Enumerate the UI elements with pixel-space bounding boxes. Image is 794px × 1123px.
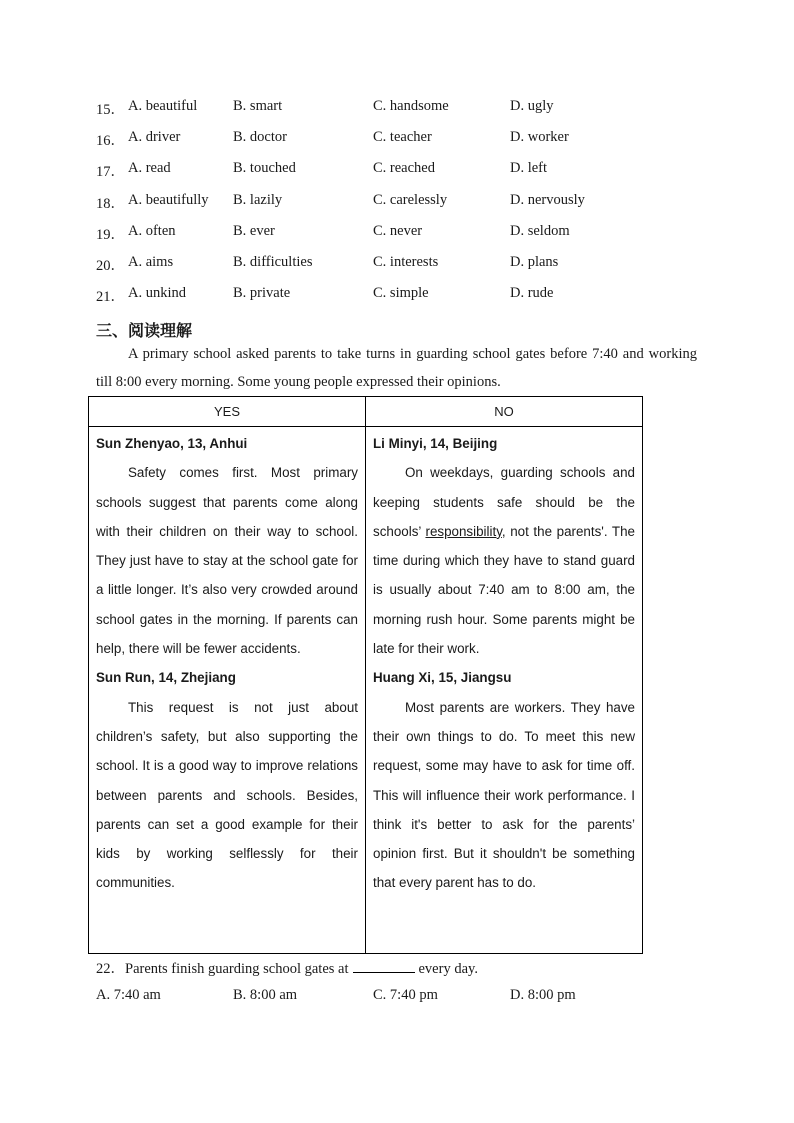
option-d[interactable]: D. seldom [510,223,570,239]
option-a[interactable]: A. aims [128,254,174,270]
option-c[interactable]: C. 7:40 pm [373,987,438,1003]
option-a[interactable]: A. unkind [128,285,186,301]
option-c[interactable]: C. handsome [373,98,449,114]
option-c[interactable]: C. carelessly [373,192,448,208]
question-number: 20． [96,258,125,274]
opinion-author: Huang Xi, 15, Jiangsu [373,670,512,686]
opinions-header-row [89,397,643,427]
option-a[interactable]: A. driver [128,129,181,145]
section-title: 三、阅读理解 [96,323,193,340]
answer-blank [353,958,415,973]
opinion-text: Safety comes first. Most primary schools suggest that parents come along with their children on their way to school. They just have to stay at the school gate for a little longer. It’s also very crowded around school gates in the morning. If parents can help, there will be fewer accidents. [96,465,358,657]
question-stem: 22．Parents finish guarding school gates at [96,961,349,977]
opinion-author: Sun Zhenyao, 13, Anhui [96,436,248,451]
question-number: 19． [96,227,125,243]
option-d[interactable]: D. nervously [510,192,585,208]
option-c[interactable]: C. teacher [373,129,432,145]
opinion-text: This request is not just about children’s safety, but also supporting the school. It is a good way to improve relations between parents and schools. Besides, parents can set a good example for their kids by working selflessly for their communities. [96,699,358,891]
option-a[interactable]: A. beautifully [128,192,209,208]
question-number: 16． [96,133,125,149]
opinions-table [88,396,643,954]
option-b[interactable]: B. smart [233,98,283,114]
no-column-header: NO [366,397,643,427]
option-d[interactable]: D. left [510,160,548,176]
opinion-text [373,458,635,663]
question-stem-end: every day. [418,961,478,977]
option-d[interactable]: D. rude [510,285,554,301]
option-b[interactable]: B. 8:00 am [233,987,298,1003]
option-a[interactable]: A. often [128,223,176,239]
option-b[interactable]: B. doctor [233,129,287,145]
yes-column-header: YES [89,397,366,427]
option-b[interactable]: B. touched [233,160,296,176]
option-b[interactable]: B. ever [233,223,275,239]
opinion-text-part: , not the parents'. The time during which they have to stand guard is usually about 7:40 am to 8:00 am, the morning rush hour. Some parents might be late for their work. [373,523,635,657]
option-d[interactable]: D. worker [510,129,569,145]
passage-intro: A primary school asked parents to take turns in guarding school gates before 7:40 and working till 8:00 every morning. Some young people expressed their opinions. [96,346,697,390]
opinion-text: Most parents are workers. They have their own things to do. To meet this new request, some may have to ask for time off. This will influence their work performance. I think it's better to ask for the parents’ opinion first. But it shouldn't be something that every parent has to do. [373,699,635,891]
question-number: 21． [96,289,125,305]
question-22 [96,957,478,978]
opinion-text-part: On weekdays, guarding schools and keeping students safe should be the schools’ [373,465,635,539]
option-b[interactable]: B. private [233,285,291,301]
option-c[interactable]: C. interests [373,254,439,270]
option-b[interactable]: B. lazily [233,192,283,208]
option-c[interactable]: C. reached [373,160,435,176]
opinions-body-row [89,427,643,954]
option-a[interactable]: A. beautiful [128,98,198,114]
underlined-word: responsibility [425,523,502,539]
option-c[interactable]: C. never [373,223,423,239]
option-d[interactable]: D. ugly [510,98,554,114]
option-d[interactable]: D. 8:00 pm [510,987,576,1003]
yes-opinions-cell [89,427,366,954]
opinion-author: Sun Run, 14, Zhejiang [96,670,236,686]
question-number: 15． [96,102,125,118]
question-number: 17． [96,164,125,180]
question-number: 18． [96,196,125,212]
option-a[interactable]: A. 7:40 am [96,987,161,1003]
option-b[interactable]: B. difficulties [233,254,313,270]
option-c[interactable]: C. simple [373,285,429,301]
no-opinions-cell [366,427,643,954]
option-a[interactable]: A. read [128,160,171,176]
option-d[interactable]: D. plans [510,254,559,270]
opinion-author: Li Minyi, 14, Beijing [373,436,498,451]
